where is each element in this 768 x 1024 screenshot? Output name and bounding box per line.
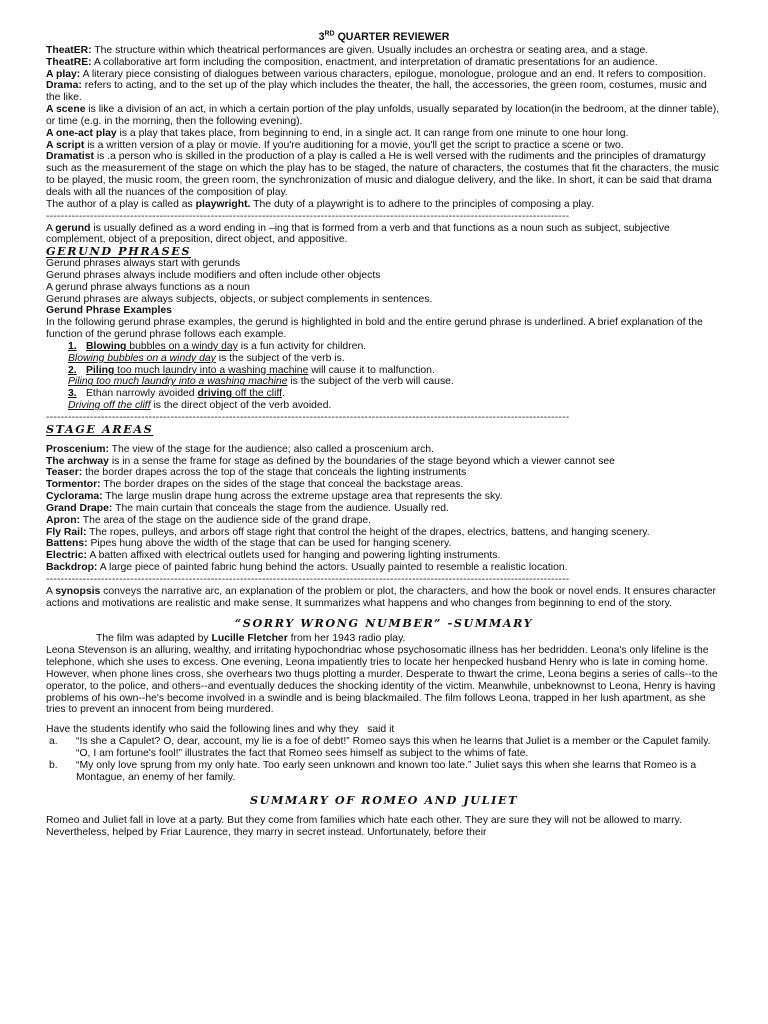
definition-term: TheatRE: [46,56,92,68]
definition-term: A one-act play [46,127,117,139]
gerund-phrases-heading: GERUND PHRASES [46,244,192,259]
explanation-rest: is the subject of the verb is. [215,352,345,364]
romeo-juliet-heading: SUMMARY OF ROMEO AND JULIET [250,793,518,808]
definitions-list [46,45,722,199]
stage-term: Proscenium: [46,443,109,455]
example-gerund: driving [197,388,233,400]
stage-terms-list [46,444,722,574]
stage-term: Teaser: [46,467,83,479]
quote-marker: a. [49,736,58,748]
explanation-phrase: Driving off the cliff [68,400,151,412]
separator-line: ----------------------------------------------------------------------------------------------------------------------------------------------- [46,412,570,423]
example-number: 1. [68,340,77,352]
gerund-rule: Gerund phrases are always subjects, objects, or subject complements in sentences. [46,293,433,305]
synopsis-paragraph [46,586,722,610]
definition-item [46,151,722,198]
sorry-intro-pre: The film was adapted by [96,633,212,645]
students-instruction: Have the students identify who said the following lines and why they said it [46,724,395,736]
spacer [46,783,722,791]
stage-term-item [46,491,722,503]
examples-intro: In the following gerund phrase examples, the gerund is highlighted in bold and the entire gerund phrase is underlined. A brief explanation of the function of the gerund phrase follows each example. [46,317,703,341]
quote-marker: b. [49,759,58,771]
stage-term: Electric: [46,550,88,562]
stage-term-text: The main curtain that conceals the stage from the audience. Usually red. [112,502,449,514]
definition-text: refers to acting, and to the set up of the play which includes the theater, the hall, the accessories, the green room, costumes, music and the like. [46,80,707,104]
definition-item [46,140,722,152]
definition-text: A literary piece consisting of dialogues between various characters, epilogue, monologue, prologue and an end. It refers to composition. [80,68,706,80]
examples-heading [46,305,722,317]
stage-term-text: The large muslin drape hung across the extreme upstage area that represents the sky. [102,491,503,503]
stage-term-text: A batten affixed with electrical outlets used for hanging and powering lighting instruments. [87,550,501,562]
definition-text: A collaborative art form including the composition, enactment, and interpretation of dramatic presentations for an audience. [91,56,658,68]
page-title [46,32,722,44]
title-superscript: RD [324,30,335,38]
quote-item [49,759,722,784]
romeo-juliet-summary: Romeo and Juliet fall in love at a party. But they come from families which hate each other. They are sure they will not be allowed to marry. Nevertheless, helped by Friar Laurence, they marry in secret instead. Unfortunately, before their [46,815,682,839]
stage-term: The archway [46,455,109,467]
definition-item [46,57,722,69]
stage-term: Fly Rail: [46,526,87,538]
stage-term-item [46,444,722,456]
example-post: . [282,388,285,400]
synopsis-term: synopsis [55,585,101,597]
definition-term: Drama: [46,80,82,92]
stage-term: Backdrop: [46,562,98,574]
explanation-phrase: Blowing bubbles on a windy day [68,352,216,364]
example-phrase-rest: bubbles on a windy day [126,340,238,352]
quote-item [49,736,722,760]
stage-term: Tormentor: [46,479,101,491]
definition-term: A scene [46,104,86,116]
definition-term: TheatER: [46,44,92,56]
example-sentence [68,388,722,400]
gerund-rules-list [46,258,722,305]
spacer [46,436,722,444]
stage-term-text: is in a sense the frame for stage as defined by the boundaries of the stage beyond which a viewer cannot see [108,455,615,467]
playwright-post: The duty of a playwright is to adhere to the principles of composing a play. [250,198,594,210]
definition-item [46,45,722,57]
gerund-post: is usually defined as a word ending in –ing that is formed from a verb and that functions as a noun such as subject, subjective complement, object of a preposition, direct object, and appositive. [46,222,670,246]
quote-text: “Is she a Capulet? O, dear, account, my lie is a foe of debt!” Romeo says this when he learns that Juliet is a member or the Capulet family. “O, I am fortune's fool!” illustrates the fact that Romeo sees himself as subject to the whims of fate. [76,736,711,759]
quotes-list [46,736,722,783]
sorry-intro-post: from her 1943 radio play. [287,633,406,645]
gerund-example [46,341,722,365]
stage-term-text: The area of the stage on the audience side of the grand drape. [80,514,372,526]
stage-term: Apron: [46,514,81,526]
playwright-term: playwright. [195,198,251,210]
gerund-example [46,365,722,389]
example-post: will cause it to malfunction. [308,364,435,376]
example-pre: Ethan narrowly avoided [86,388,198,400]
example-gerund: Piling [86,364,115,376]
example-post: is a fun activity for children. [237,340,367,352]
example-explanation [68,376,722,388]
stage-term: Grand Drape: [46,502,113,514]
quote-text: “My only love sprung from my only hate. Too early seen unknown and known too late.” Juliet says this when she learns that Romeo is a Montague, an enemy of her family. [76,759,697,783]
gerund-rule: A gerund phrase always functions as a noun [46,281,250,293]
definition-item [46,128,722,140]
stage-term-text: The ropes, pulleys, and arbors off stage right that control the height of the drapes, electrics, battens, and hanging scenery. [86,526,650,538]
gerund-rule: Gerund phrases always start with gerunds [46,258,241,270]
definition-term: Dramatist [46,151,94,163]
definition-item [46,80,722,104]
title-number: 3 [318,31,325,43]
explanation-rest: is the subject of the verb will cause. [287,376,454,388]
stage-term-text: The view of the stage for the audience; also called a proscenium arch. [108,443,434,455]
definition-term: A script [46,139,85,151]
sorry-summary: Leona Stevenson is an alluring, wealthy, and irritating hypochondriac whose psychosomatic illness has her bedridden. Leona's only lifeline is the telephone, which she uses to excess. One evening, Leona impatiently tries to locate her henpecked husband Henry who is late in coming home. However, when phone lines cross, she overhears two thugs plotting a murder. Desperate to thwart the crime, Leona begins a series of calls--to the operator, to the police, and others--and eventually deduces the shocking identity of the victim. Meanwhile, unbeknownst to Leona, Henry is having problems of his own--he's become involved in a swindle and is being blackmailed. The film follows Leona, trapped in her lush apartment, as she tries to prevent an innocent from being murdered. [46,645,718,716]
stage-term-item [46,467,722,479]
examples-heading-text: Gerund Phrase Examples [46,305,172,317]
gerund-definition [46,223,722,247]
explanation-rest: is the direct object of the verb avoided. [150,400,332,412]
definition-text: is like a division of an act, in which a certain portion of the play unfolds, usually separated by location(in the bedroom, at the dinner table), or time (e.g. in the morning, then the following evening). [46,104,720,127]
spacer [46,807,722,815]
gerund-example [46,388,722,412]
example-sentence [68,341,722,353]
sorry-wrong-number-heading: “SORRY WRONG NUMBER” -SUMMARY [234,615,534,630]
stage-term-text: The border drapes on the sides of the stage that conceal the backstage areas. [100,479,464,491]
stage-term-item [46,456,722,468]
definition-text: The structure within which theatrical performances are given. Usually includes an orchestra or seating area, and a stage. [91,44,649,56]
example-number: 2. [68,364,77,376]
definition-item [46,104,722,128]
playwright-pre: The author of a play is called as [46,198,196,210]
example-explanation [68,400,722,412]
stage-term-item [46,515,722,527]
gerund-rule: Gerund phrases always include modifiers and often include other objects [46,269,381,281]
stage-term-text: the border drapes across the top of the stage that conceals the lighting instruments [82,467,467,479]
gerund-pre: A [46,222,56,234]
definition-item [46,69,722,81]
separator-line: ----------------------------------------------------------------------------------------------------------------------------------------------- [46,573,570,585]
gerund-term: gerund [55,222,91,234]
stage-areas-heading: STAGE AREAS [46,421,154,436]
separator-line: ----------------------------------------------------------------------------------------------------------------------------------------------- [46,210,570,222]
stage-term-item [46,527,722,539]
example-phrase-rest: off the cliff [232,388,282,400]
sorry-intro [46,633,722,645]
definition-term: A play: [46,68,81,80]
example-gerund: Blowing [86,340,127,352]
playwright-line [46,199,722,211]
example-sentence [68,365,722,377]
stage-term-item [46,503,722,515]
example-explanation [68,353,722,365]
stage-term-item [46,538,722,550]
stage-term-text: Pipes hung above the width of the stage that can be used for hanging scenery. [87,538,452,550]
definition-text: is a play that takes place, from beginning to end, in a single act. It can range from one minute to one hour long. [116,127,629,139]
example-phrase [86,365,308,376]
example-phrase [197,388,282,399]
example-number: 3. [68,388,77,400]
spacer [46,716,722,724]
title-text: QUARTER REVIEWER [334,31,450,43]
synopsis-post: conveys the narrative arc, an explanation of the problem or plot, the characters, and how the book or novel ends. It ensures character actions and motivations are realistic and make sense. It summarizes what happens and who changes from beginning to end of the story. [46,585,717,609]
definition-text: is a written version of a play or movie. If you're auditioning for a movie, you'll get the script to practice a scene or two. [84,139,624,151]
stage-term-item [46,479,722,491]
stage-term-item [46,550,722,562]
sorry-intro-author: Lucille Fletcher [211,633,288,645]
stage-term-text: A large piece of painted fabric hung behind the actors. Usually painted to resemble a realistic location. [97,562,568,574]
example-phrase-rest: too much laundry into a washing machine [114,364,309,376]
definition-text: is .a person who is skilled in the production of a play is called a He is well versed with the rudiments and the principles of dramaturgy such as the measurement of the stage on which the play has to be staged, the nature of characters, the costumes that fit the characters, the music to be played, the music room, the green room, the synchronization of music and dialogue delivery, and the like. In short, it can be said that drama deals with all the nuances of the composition of play. [46,151,719,198]
example-phrase [86,341,238,352]
stage-term-item [46,562,722,574]
stage-term: Battens: [46,538,88,550]
synopsis-pre: A [46,585,56,597]
stage-term: Cyclorama: [46,491,103,503]
explanation-phrase: Piling too much laundry into a washing machine [68,376,288,388]
